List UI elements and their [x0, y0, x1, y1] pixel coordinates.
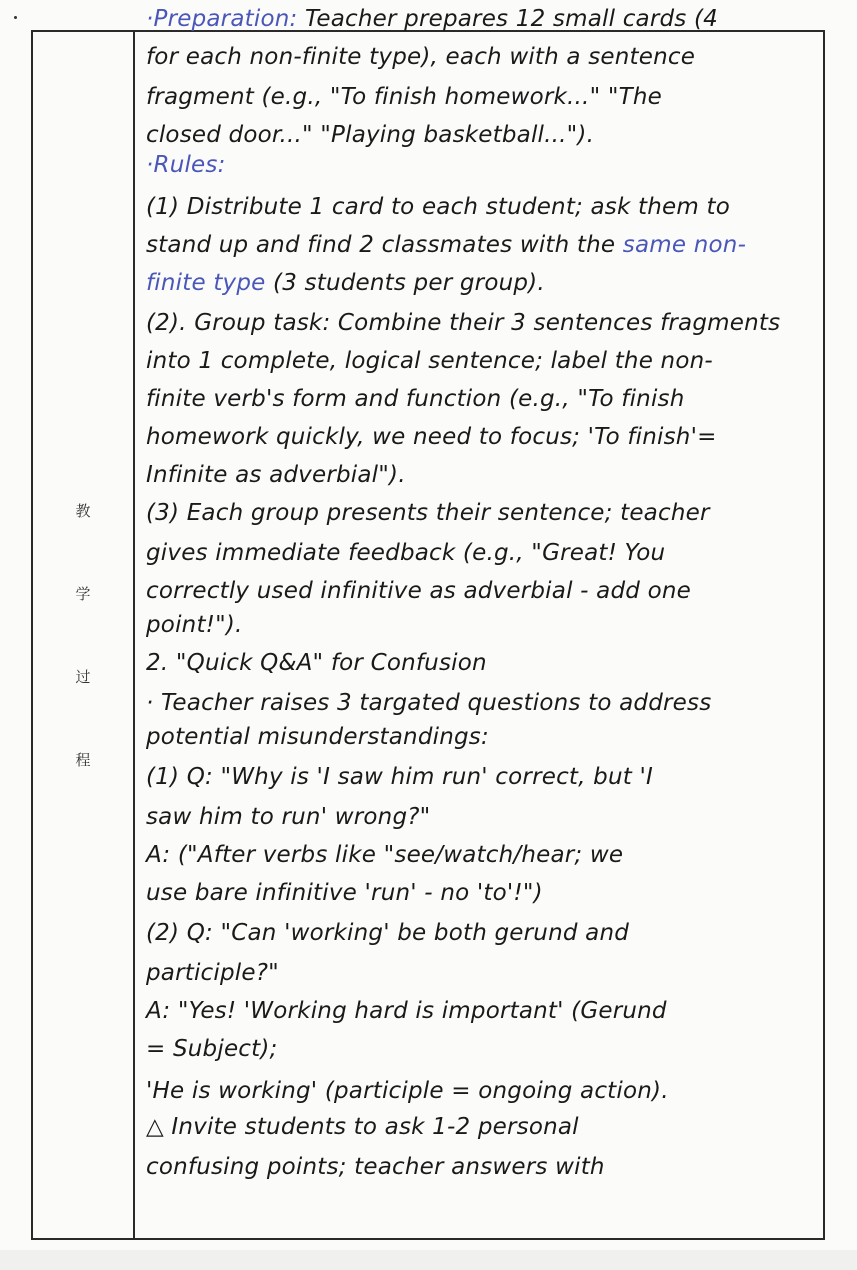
- line-text: [146, 998, 667, 1024]
- text-segment: (3) Each group presents their sentence; teacher: [146, 500, 710, 526]
- text-segment: for each non-finite type), each with a sentence: [146, 44, 696, 70]
- label-char: 教: [75, 502, 91, 520]
- text-segment: closed door..." "Playing basketball...").: [146, 122, 595, 148]
- text-segment: homework quickly, we need to focus; 'To finish'=: [146, 424, 717, 450]
- line-text: [146, 960, 279, 986]
- label-char: 学: [75, 585, 91, 603]
- text-segment: correctly used infinitive as adverbial - add one: [146, 578, 691, 604]
- line-text: [146, 152, 226, 178]
- text-segment: = Subject);: [146, 1036, 278, 1062]
- text-segment: use bare infinitive 'run' - no 'to'!"): [146, 880, 543, 906]
- line-text: [146, 690, 711, 716]
- text-segment: fragment (e.g., "To finish homework..." "The: [146, 84, 663, 110]
- text-segment: gives immediate feedback (e.g., "Great! You: [146, 540, 666, 566]
- text-segment: saw him to run' wrong?": [146, 804, 431, 830]
- text-segment: ·Preparation:: [146, 6, 305, 32]
- text-segment: potential misunderstandings:: [146, 724, 489, 750]
- text-segment: A: "Yes! 'Working hard is important' (Gerund: [146, 998, 667, 1024]
- text-segment: · Teacher raises 3 targated questions to address: [146, 690, 712, 716]
- text-segment: △ Invite students to ask 1-2 personal: [146, 1114, 579, 1140]
- line-text: [146, 804, 430, 830]
- text-segment: into 1 complete, logical sentence; label the non-: [146, 348, 713, 374]
- label-column: [33, 30, 133, 1240]
- line-text: [146, 1154, 605, 1180]
- text-segment: confusing points; teacher answers with: [146, 1154, 605, 1180]
- line-text: [146, 424, 717, 450]
- line-text: [146, 462, 406, 488]
- text-segment: ·Rules:: [146, 152, 226, 178]
- text-segment: (1) Q: "Why is 'I saw him run' correct, but 'I: [146, 764, 653, 790]
- text-segment: (3 students per group).: [265, 270, 545, 296]
- line-text: [146, 122, 594, 148]
- line-text: [146, 612, 243, 638]
- text-segment: (2). Group task: Combine their 3 sentences fragments: [146, 310, 781, 336]
- line-text: [146, 6, 718, 32]
- line-text: [146, 500, 710, 526]
- text-segment: 2. "Quick Q&A" for Confusion: [146, 650, 487, 676]
- text-segment: Teacher prepares 12 small cards (4: [304, 6, 718, 32]
- text-segment: Infinite as adverbial").: [146, 462, 406, 488]
- text-segment: finite type: [146, 270, 266, 296]
- line-text: [146, 764, 653, 790]
- text-segment: finite verb's form and function (e.g., "To finish: [146, 386, 685, 412]
- line-text: [146, 880, 543, 906]
- label-char: 过: [75, 668, 91, 686]
- line-text: [146, 84, 662, 110]
- line-text: [146, 44, 695, 70]
- line-text: [146, 842, 623, 868]
- label-char: 程: [75, 751, 91, 769]
- scan-dot: [14, 16, 17, 19]
- text-segment: (2) Q: "Can 'working' be both gerund and: [146, 920, 630, 946]
- column-divider: [133, 30, 135, 1240]
- scan-bottom-band: [0, 1250, 857, 1270]
- line-text: [146, 650, 487, 676]
- line-text: [146, 386, 685, 412]
- line-text: [146, 1078, 669, 1104]
- line-text: [146, 232, 746, 258]
- line-text: [146, 578, 691, 604]
- text-segment: same non-: [622, 232, 747, 258]
- line-text: [146, 270, 545, 296]
- line-text: [146, 1036, 278, 1062]
- text-segment: A: ("After verbs like "see/watch/hear; we: [146, 842, 624, 868]
- text-segment: point!").: [146, 612, 243, 638]
- line-text: [146, 540, 665, 566]
- text-segment: (1) Distribute 1 card to each student; ask them to: [146, 194, 730, 220]
- line-text: [146, 920, 629, 946]
- line-text: [146, 724, 489, 750]
- text-segment: stand up and find 2 classmates with the: [146, 232, 623, 258]
- text-segment: 'He is working' (participle = ongoing action).: [146, 1078, 669, 1104]
- line-text: [146, 348, 713, 374]
- line-text: [146, 194, 730, 220]
- line-text: [146, 1114, 579, 1140]
- text-segment: participle?": [146, 960, 279, 986]
- line-text: [146, 310, 780, 336]
